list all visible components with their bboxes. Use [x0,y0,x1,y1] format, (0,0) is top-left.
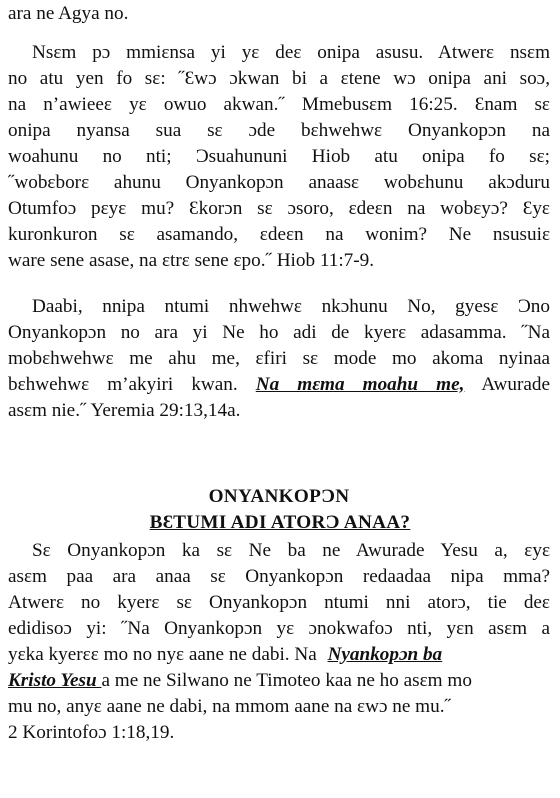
text-line: Atwerɛ no kyerɛ sɛ Onyankopɔn ntumi nni atorɔ, tie deɛ [8,592,550,613]
text-line: mobɛhwehwɛ me ahu me, ɛfiri sɛ mode mo akoma nyinaa [8,348,550,369]
text-line: ware sene asase, na ɛtrɛ sene ɛpo.˝ Hiob 11:7-9. [8,250,375,271]
text-line: ˝wobɛborɛ ahunu Onyankopɔn anaasɛ wobɛhunu akɔduru [8,172,550,193]
emphasized-text: Na mɛma moahu me, [255,374,465,395]
text-line [8,642,550,667]
text-line: edidisoɔ yi: ˝Na Onyankopɔn yɛ ɔnokwafoɔ nti, yɛn asɛm a [8,618,550,639]
text-line: Nsɛm pɔ mmiɛnsa yi yɛ deɛ onipa asusu. Atwerɛ nsɛm [32,42,550,63]
text-line: onipa nyansa sua sɛ ɔde bɛhwehwɛ Onyankopɔn na [8,120,550,141]
text-line: Sɛ Onyankopɔn ka sɛ Ne ba ne Awurade Yesu a, ɛyɛ [32,540,550,561]
text-line: Onyankopɔn no ara yi Ne ho adi de kyerɛ adasamma. ˝Na [8,322,550,343]
text-line: 2 Korintofoɔ 1:18,19. [8,722,175,743]
text-line: kuronkuron sɛ asamando, ɛdeɛn na wonim? Ne nsusuiɛ [8,224,550,245]
text-segment: a me ne Silwano ne Timoteo kaa ne ho asɛm mo [101,670,472,691]
text-line: asɛm nie.˝ Yeremia 29:13,14a. [8,400,241,421]
emphasized-text: Kristo Yesu [8,670,102,691]
emphasized-text: Nyankopɔn ba [327,644,443,665]
text-segment: bɛhwehwɛ m’akyiri kwan. [8,374,256,395]
section-subheading: BƐTUMI ADI ATORƆ ANAA? [149,512,411,533]
text-line: asɛm paa ara anaa sɛ Onyankopɔn redaadaa nipa mma? [8,566,550,587]
text-line [8,668,550,693]
text-line: ara ne Agya no. [8,3,129,24]
text-line: no atu yen fo sɛ: ˝Ɛwɔ ɔkwan bi a ɛtene wɔ onipa ani soɔ, [8,68,550,89]
text-line [8,372,550,397]
text-line: Otumfoɔ pɛyɛ mu? Ɛkorɔn sɛ ɔsoro, ɛdeɛn na wobɛyɔ? Ɛyɛ [8,198,550,219]
text-line: mu no, anyɛ aane ne dabi, na mmom aane na ɛwɔ ne mu.˝ [8,696,451,717]
text-line: woahunu no nti; Ɔsuahununi Hiob atu onipa fo sɛ; [8,146,550,167]
text-segment: Awurade [464,374,550,395]
text-line: Daabi, nnipa ntumi nhwehwɛ nkɔhunu No, gyesɛ Ɔno [32,296,550,317]
section-heading: ONYANKOPƆN [208,486,350,507]
text-line: na n’awieeɛ yɛ owuo akwan.˝ Mmebusɛm 16:25. Ɛnam sɛ [8,94,550,115]
text-segment: yɛka kyerɛɛ mo no nyɛ aane ne dabi. Na [8,644,317,665]
